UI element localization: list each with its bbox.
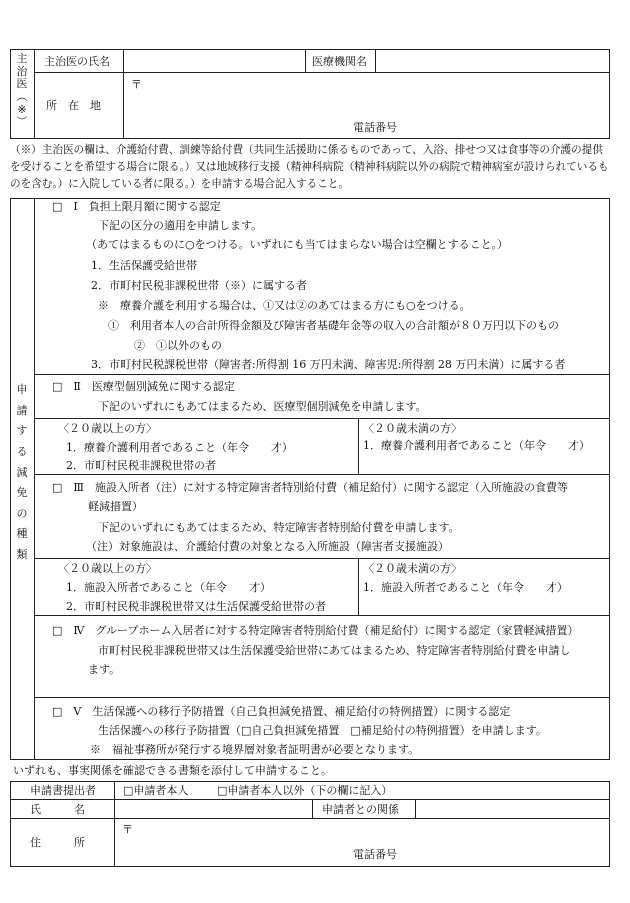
applicant-address-field[interactable] [115, 819, 608, 845]
section1-option2[interactable]: 2．市町村民税非課税世帯（※）に属する者 [91, 279, 307, 292]
section2-line1: 下記のいずれにもあてはまるため、医療型個別減免を申請します。 [98, 400, 427, 413]
section2-minor-item1: 1．療養介護利用者であること（年令 才） [363, 439, 590, 452]
doctor-phone-label: 電話番号 [353, 121, 397, 134]
section1-note: ※ 療養介護を利用する場合は、①又は②のあてはまる方にも○をつける。 [98, 299, 471, 312]
doctor-address-field[interactable] [124, 73, 608, 118]
doctor-note: （※）主治医の欄は、介護給付費、訓練等給付費（共同生活援助に係るものであって、入浴、排せつ又は食事等の介護の提供を受けることを希望する場合に限る。）又は地域移行支援（精神科病院（精神科病院以外の病院で精神病室が設けられているものを含む。）に入院している者に限る。）を申請する場合記入すること。 [10, 144, 609, 191]
section2-checkbox[interactable]: □ Ⅱ 医療型個別減免に関する認定 [52, 380, 235, 393]
applicant-postal-mark: 〒 [122, 823, 133, 836]
doctor-side-label: 主 治 医 ︵ ※ ︶ [16, 52, 28, 129]
doctor-name-label: 主治医の氏名 [44, 55, 110, 68]
section4-line2: ます。 [88, 663, 121, 676]
section4-line1: 市町村民税非課税世帯又は生活保護受給世帯にあてはまるため、特定障害者特別給付費を申請し [98, 644, 571, 657]
section3-adult-heading: 〈２０歳以上の方〉 [58, 562, 157, 575]
institution-field[interactable] [376, 50, 608, 71]
section2-adult-heading: 〈２０歳以上の方〉 [58, 422, 157, 435]
applicant-name-label: 氏 名 [30, 803, 85, 816]
section2-adult-item1: 1．療養介護利用者であること（年令 才） [66, 441, 293, 454]
relation-field[interactable] [416, 800, 608, 817]
section1-option1[interactable]: 1．生活保護受給世帯 [91, 259, 197, 272]
section2-minor-heading: 〈２０歳未満の方〉 [363, 422, 462, 435]
section3-adult-item2: 2．市町村民税非課税世帯又は生活保護受給世帯の者 [66, 600, 326, 613]
section1-checkbox[interactable]: □ Ⅰ 負担上限月額に関する認定 [52, 200, 221, 213]
section1-sub2[interactable]: ② ①以外のもの [134, 339, 222, 352]
section1-sub1[interactable]: ① 利用者本人の合計所得金額及び障害者基礎年金等の収入の合計額が８０万円以下のもの [108, 319, 559, 332]
section3-line1: 下記のいずれにもあてはまるため、特定障害者特別給付費を申請します。 [98, 521, 460, 534]
submitter-label: 申請書提出者 [30, 784, 96, 797]
section3-minor-heading: 〈２０歳未満の方〉 [363, 562, 462, 575]
section5-line1[interactable]: 生活保護への移行予防措置（□自己負担減免措置 □補足給付の特例措置）を申請します。 [98, 724, 547, 737]
section1-line1: 下記の区分の適用を申請します。 [98, 219, 263, 232]
applicant-name-field[interactable] [115, 800, 311, 817]
relation-label: 申請者との関係 [322, 803, 399, 816]
section3-note: （注）対象施設は、介護給付費の対象となる入所施設（障害者支援施設） [86, 540, 449, 553]
doctor-name-field[interactable] [124, 50, 304, 71]
submitter-self-checkbox[interactable]: □申請者本人 [123, 784, 189, 797]
section3-adult-item1: 1．施設入所者であること（年令 才） [66, 581, 271, 594]
documents-note: いずれも、事実関係を確認できる書類を添付して申請すること。 [13, 764, 332, 777]
section5-checkbox[interactable]: □ Ⅴ 生活保護への移行予防措置（自己負担減免措置、補足給付の特例措置）に関する認定 [52, 705, 511, 718]
section3-checkbox[interactable]: □ Ⅲ 施設入所者（注）に対する特定障害者特別給付費（補足給付）に関する認定（入所施設の食費等 [52, 481, 568, 494]
applicant-address-label: 住 所 [30, 836, 85, 849]
section2-adult-item2: 2．市町村民税非課税世帯の者 [66, 459, 216, 472]
section1-option3[interactable]: 3．市町村民税課税世帯（障害者:所得割 16 万円未満、障害児:所得割 28 万円未満）に属する者 [91, 358, 566, 371]
applicant-phone-label: 電話番号 [353, 848, 397, 861]
section4-checkbox[interactable]: □ Ⅳ グループホーム入居者に対する特定障害者特別給付費（補足給付）に関する認定（家賃軽減措置） [52, 624, 579, 637]
submitter-other-checkbox[interactable]: □申請者本人以外（下の欄に記入） [217, 784, 393, 797]
section3-minor-item1: 1．施設入所者であること（年令 才） [363, 581, 568, 594]
postal-mark: 〒 [131, 78, 142, 91]
reduction-side-label: 申 請 す る 減 免 の 種 類 [16, 383, 28, 562]
institution-label: 医療機関名 [312, 55, 367, 68]
section1-line2: （あてはまるものに○をつける。いずれにも当てはまらない場合は空欄とすること。） [86, 238, 509, 251]
doctor-address-label: 所 在 地 [46, 99, 101, 112]
section5-note: ※ 福祉事務所が発行する境界層対象者証明書が必要となります。 [90, 743, 420, 756]
section3-title-cont: 軽減措置） [88, 500, 143, 513]
